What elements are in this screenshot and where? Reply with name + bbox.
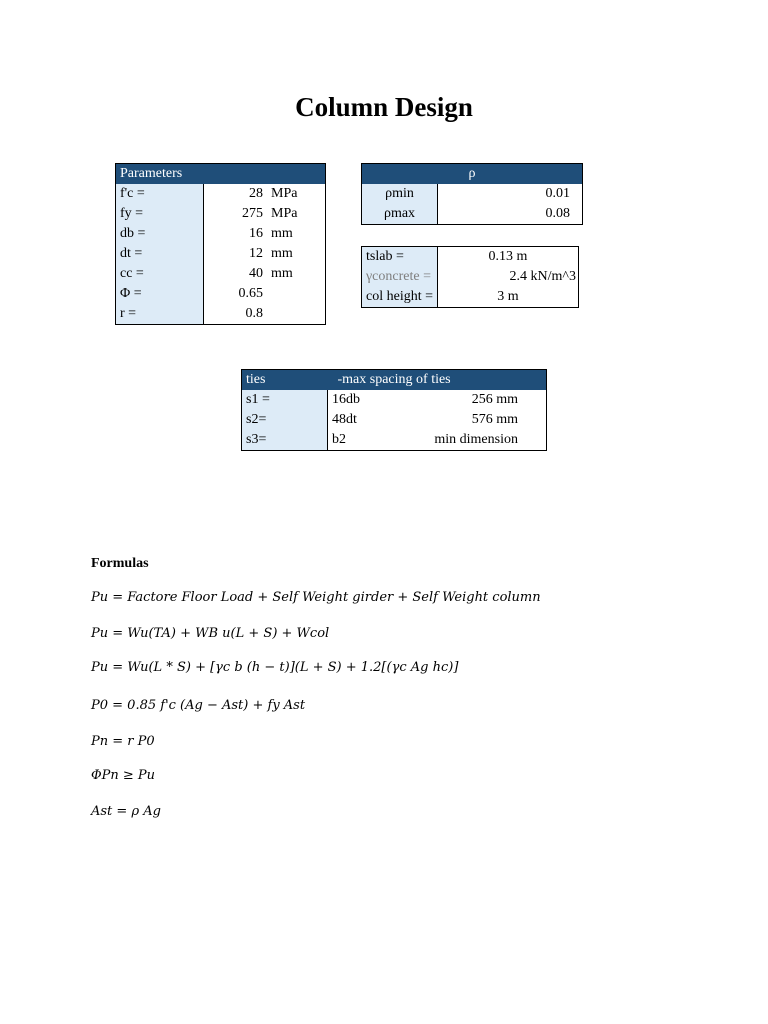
ties-value: min dimension — [434, 432, 518, 447]
formula-2: Pu = Wu(TA) + WB u(L + S) + Wcol — [91, 626, 330, 641]
table-row — [116, 264, 326, 284]
param-unit: mm — [271, 226, 293, 241]
ties-label: s2= — [242, 410, 328, 430]
ties-code: 48dt — [332, 412, 357, 427]
ties-value: 576 mm — [471, 412, 518, 427]
page-title: Column Design — [295, 92, 473, 122]
table-row — [116, 284, 326, 304]
rho-value: 0.01 — [545, 186, 570, 201]
formula-5: Pn = r P0 — [91, 734, 155, 749]
table-row — [362, 247, 579, 268]
param-unit: MPa — [271, 186, 298, 201]
param-unit: MPa — [271, 206, 298, 221]
formula-6: ΦPn ≥ Pu — [91, 768, 156, 783]
table-row — [242, 410, 547, 430]
ties-table — [241, 369, 547, 451]
param-value: 40 — [249, 266, 263, 281]
table-row — [116, 244, 326, 264]
ties-label: s3= — [242, 430, 328, 451]
slab-label: tslab = — [362, 247, 438, 268]
param-unit — [267, 284, 326, 304]
formula-1: Pu = Factore Floor Load + Self Weight girder + Self Weight column — [91, 590, 541, 605]
ties-code: 16db — [332, 392, 360, 407]
param-label: db = — [116, 224, 204, 244]
param-label: cc = — [116, 264, 204, 284]
formula-3: Pu = Wu(L * S) + [γc b (h − t)](L + S) + 1.2[(γc Ag hc)] — [91, 660, 459, 675]
table-row — [362, 287, 579, 308]
slab-value: 3 m — [497, 289, 519, 304]
ties-header-left: ties — [242, 370, 328, 391]
ties-label: s1 = — [242, 390, 328, 410]
param-value: 28 — [249, 186, 263, 201]
table-row — [116, 304, 326, 325]
param-value: 0.8 — [245, 306, 263, 321]
slab-label: γconcrete = — [362, 267, 438, 287]
table-row — [242, 430, 547, 451]
table-row — [116, 224, 326, 244]
slab-table — [361, 246, 579, 308]
param-label: r = — [116, 304, 204, 325]
param-value: 275 — [242, 206, 263, 221]
rho-label: ρmax — [362, 204, 438, 225]
table-row — [362, 204, 583, 225]
rho-label: ρmin — [362, 184, 438, 204]
table-row — [116, 184, 326, 204]
param-unit: mm — [271, 246, 293, 261]
rho-header: ρ — [362, 164, 583, 185]
rho-value: 0.08 — [545, 206, 570, 221]
param-value: 0.65 — [238, 286, 263, 301]
param-label: fy = — [116, 204, 204, 224]
param-value: 12 — [249, 246, 263, 261]
slab-value: 2.4 kN/m^3 — [509, 269, 576, 284]
table-row — [116, 204, 326, 224]
rho-table — [361, 163, 583, 225]
param-unit: mm — [271, 266, 293, 281]
ties-code: b2 — [332, 432, 346, 447]
param-value: 16 — [249, 226, 263, 241]
ties-header-right: -max spacing of ties — [328, 370, 547, 391]
param-label: Φ = — [116, 284, 204, 304]
param-label: f'c = — [116, 184, 204, 204]
ties-value: 256 mm — [471, 392, 518, 407]
formula-4: P0 = 0.85 f'c (Ag − Ast) + fy Ast — [91, 698, 306, 713]
slab-label: col height = — [362, 287, 438, 308]
param-label: dt = — [116, 244, 204, 264]
table-row — [242, 390, 547, 410]
slab-value: 0.13 m — [488, 249, 528, 264]
formula-7: Ast = ρ Ag — [91, 804, 161, 819]
param-unit — [267, 304, 326, 325]
formulas-title: Formulas — [91, 556, 149, 571]
parameters-header: Parameters — [116, 164, 326, 185]
parameters-table — [115, 163, 326, 325]
table-row — [362, 267, 579, 287]
table-row — [362, 184, 583, 204]
